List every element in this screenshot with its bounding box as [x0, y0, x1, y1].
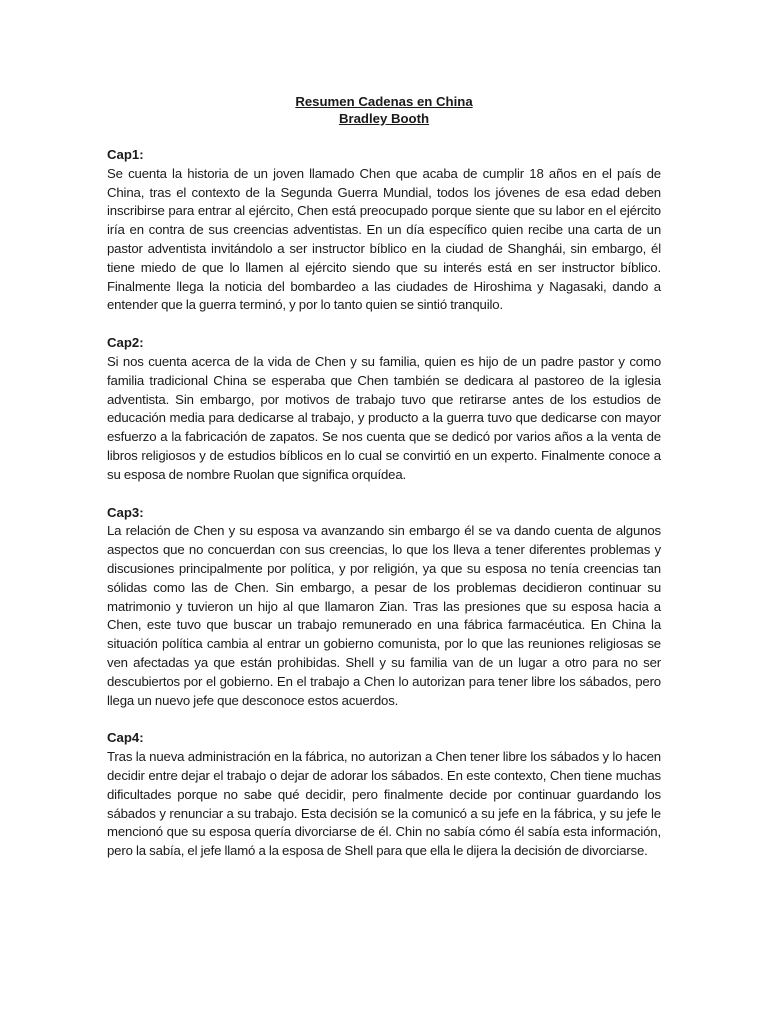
chapter-heading: Cap3: — [107, 504, 144, 520]
chapter-1 — [107, 146, 661, 315]
chapter-heading: Cap4: — [107, 730, 144, 746]
chapter-4 — [107, 729, 661, 861]
title-block — [107, 93, 661, 127]
chapter-heading: Cap2: — [107, 335, 144, 351]
chapter-text: Si nos cuenta acerca de la vida de Chen y su familia, quien es hijo de un padre pastor y como familia tradicional China se esperaba que Chen también se dedicara al pastoreo de la iglesia adventista. Sin embargo, por motivos de trabajo tuvo que retirarse antes de los estudios de educación media para dedicarse al trabajo, y producto a la guerra tuvo que dedicarse con mayor esfuerzo a la fabricación de zapatos. Se nos cuenta que se dedicó por varios años a la venta de libros religiosos y de estudios bíblicos en lo cual se convirtió en un experto. Finalmente conoce a su esposa de nombre Ruolan que significa orquídea. — [107, 353, 661, 482]
document-title: Resumen Cadenas en China — [295, 94, 473, 109]
chapter-heading: Cap1: — [107, 147, 144, 162]
chapter-3 — [107, 504, 661, 711]
chapter-2 — [107, 334, 661, 484]
chapter-text: La relación de Chen y su esposa va avanzando sin embargo él se va dando cuenta de algunos aspectos que no concuerdan con sus creencias, lo que los lleva a tener diferentes problemas y discusiones principalmente por política, y por religión, ya que su esposa no tenía creencias tan sólidas como las de Chen. Sin embargo, a pesar de los problemas decidieron continuar su matrimonio y tuvieron un hijo al que llamaron Zian. Tras las presiones que su esposa hacia a Chen, este tuvo que buscar un trabajo remunerado en una fábrica farmacéutica. En China la situación política cambia al entrar un gobierno comunista, por lo que las reuniones religiosas se ven afectadas ya que están prohibidas. Shell y su familia van de un lugar a otro para no ser descubiertos por el gobierno. En el trabajo a Chen lo autorizan para tener libre los sábados, pero llega un nuevo jefe que desconoce estos acuerdos. — [107, 523, 661, 708]
document-author: Bradley Booth — [338, 111, 430, 126]
chapter-text: Tras la nueva administración en la fábrica, no autorizan a Chen tener libre los sábados y lo hacen decidir entre dejar el trabajo o dejar de adorar los sábados. En este contexto, Chen tiene muchas dificultades porque no sabe qué decidir, pero finalmente decide por continuar guardando los sábados y renunciar a su trabajo. Esta decisión se la comunicó a su jefe en la fábrica, y su jefe le mencionó que su esposa quería divorciarse de él. Chin no sabía cómo él sabía esta información, pero la sabía, el jefe llamó a la esposa de Shell para que ella le dijera la decisión de divorciarse. — [107, 749, 661, 859]
document-page — [107, 93, 661, 861]
chapter-text: Se cuenta la historia de un joven llamado Chen que acaba de cumplir 18 años en el país de China, tras el contexto de la Segunda Guerra Mundial, todos los jóvenes de esa edad deben inscribirse para entrar al ejército, Chen está preocupado porque siente que su labor en el ejército iría en contra de sus creencias adventistas. En un día específico quien recibe una carta de un pastor adventista invitándolo a ser instructor bíblico en la ciudad de Shanghái, sin embargo, él tiene miedo de que lo llamen al ejército siendo que su interés está en ser instructor bíblico. Finalmente llega la noticia del bombardeo a las ciudades de Hiroshima y Nagasaki, dando a entender que la guerra terminó, y por lo tanto quien se sintió tranquilo. — [107, 165, 661, 313]
